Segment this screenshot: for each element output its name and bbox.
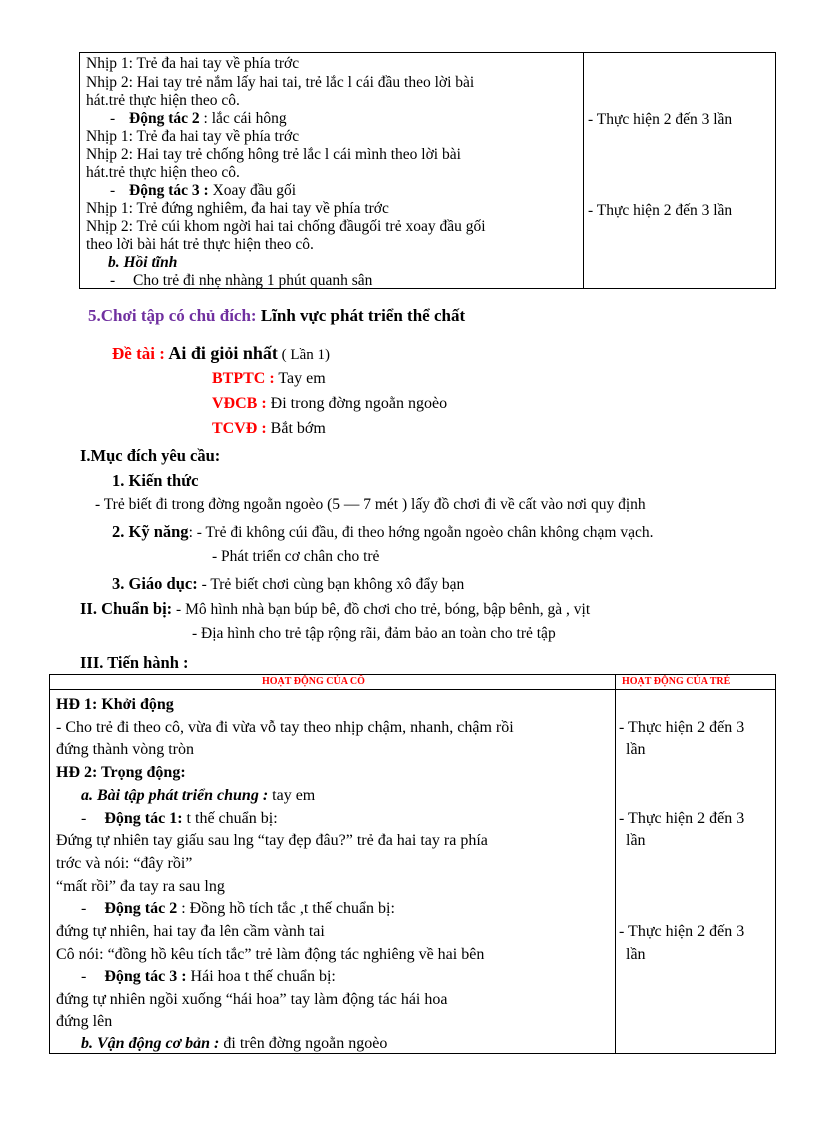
kien-thuc-heading: 1. Kiến thức xyxy=(112,471,199,490)
chuan-bi-line: II. Chuẩn bị: - Mô hình nhà bạn búp bê, đồ chơi cho trẻ, bóng, bập bênh, gà , vịt xyxy=(80,599,591,618)
table-line: hát.trẻ thực hiện theo cô. xyxy=(86,164,240,181)
repeat-note: - Thực hiện 2 đến 3 xyxy=(619,810,745,827)
table-line: Nhịp 2: Hai tay trẻ chống hông trẻ lắc l cái mình theo lời bài xyxy=(86,146,461,163)
activity-table xyxy=(49,674,776,1054)
table-line: đứng lên xyxy=(56,1013,113,1030)
tcvd-line: TCVĐ : Bắt bớm xyxy=(212,420,326,437)
vdcb-line: VĐCB : Đi trong đờng ngoằn ngoèo xyxy=(212,395,448,412)
dong-tac-2-label: Động tác 2 xyxy=(129,110,200,127)
table-line: Nhịp 1: Trẻ đa hai tay về phía trớc xyxy=(86,128,300,145)
kien-thuc-text: - Trẻ biết đi trong đờng ngoằn ngoèo (5 — 7 mét ) lấy đồ chơi đi về cất vào nơi quy định xyxy=(95,496,646,513)
table-line: Nhịp 2: Hai tay trẻ nắm lấy hai tai, trẻ lắc l cái đầu theo lời bài xyxy=(86,74,475,91)
repeat-note: - Thực hiện 2 đến 3 xyxy=(619,719,745,736)
table-line: - Cho trẻ đi theo cô, vừa đi vừa vỗ tay theo nhịp chậm, nhanh, chậm rồi xyxy=(56,719,514,736)
table-line: đứng thành vòng tròn xyxy=(56,741,194,758)
header-teacher-activity: HOẠT ĐỘNG CỦA CÔ xyxy=(262,676,365,687)
repeat-note: - Thực hiện 2 đến 3 lần xyxy=(588,111,733,128)
table-line: Cô nói: “đồng hồ kêu tích tắc” trẻ làm động tác nghiêng về hai bên xyxy=(56,946,485,963)
table-line: Nhịp 2: Trẻ cúi khom ngời hai tai chống đầugối trẻ xoay đầu gối xyxy=(86,218,486,235)
bai-tap-line: a. Bài tập phát triển chung : tay em xyxy=(81,787,316,804)
table-line: - Cho trẻ đi nhẹ nhàng 1 phút quanh sân xyxy=(110,272,373,289)
header-child-activity: HOẠT ĐỘNG CỦA TRẺ xyxy=(622,676,731,687)
topic-line: Đề tài : Ai đi giỏi nhất ( Lần 1) xyxy=(112,343,330,363)
part-1-title: I.Mục đích yêu cầu: xyxy=(80,446,221,465)
table-line: Đứng tự nhiên tay giấu sau lng “tay đẹp đâu?” trẻ đa hai tay ra phía xyxy=(56,832,488,849)
repeat-note: - Thực hiện 2 đến 3 lần xyxy=(588,202,733,219)
btptc-line: BTPTC : Tay em xyxy=(212,370,326,387)
ky-nang-line-2: - Phát triển cơ chân cho trẻ xyxy=(212,548,380,565)
repeat-note: - Thực hiện 2 đến 3 xyxy=(619,923,745,940)
table-line: - Động tác 3 : Xoay đầu gối xyxy=(110,182,297,199)
table-header-divider xyxy=(50,689,775,690)
section-5-heading: 5.Chơi tập có chủ đích: Lĩnh vực phát triển thể chất xyxy=(88,306,466,325)
dong-tac-1-line: - Động tác 1: t thế chuẩn bị: xyxy=(81,810,278,827)
hd1-heading: HĐ 1: Khởi động xyxy=(56,696,174,713)
table-line: Nhịp 1: Trẻ đứng nghiêm, đa hai tay về phía trớc xyxy=(86,200,389,217)
repeat-note-cont: lần xyxy=(626,832,646,849)
dong-tac-2-line: - Động tác 2 : Đồng hồ tích tắc ,t thế chuẩn bị: xyxy=(81,900,395,917)
table-line: đứng tự nhiên ngồi xuống “hái hoa” tay làm động tác hái hoa xyxy=(56,991,448,1008)
table-line: - Động tác 2 : lắc cái hông xyxy=(110,110,287,127)
exercise-table-top xyxy=(79,52,776,289)
table-line: Nhịp 1: Trẻ đa hai tay về phía trớc xyxy=(86,55,300,72)
part-3-title: III. Tiến hành : xyxy=(80,653,189,672)
table-column-divider xyxy=(615,675,616,1053)
chuan-bi-line-2: - Địa hình cho trẻ tập rộng rãi, đảm bảo an toàn cho trẻ tập xyxy=(192,625,556,642)
van-dong-line: b. Vận động cơ bản : đi trên đờng ngoằn ngoèo xyxy=(81,1035,388,1052)
ky-nang-line: 2. Kỹ năng: - Trẻ đi không cúi đầu, đi theo hớng ngoằn ngoèo chân không chạm vạch. xyxy=(112,522,654,541)
table-line: hát.trẻ thực hiện theo cô. xyxy=(86,92,240,109)
repeat-note-cont: lần xyxy=(626,946,646,963)
table-line: đứng tự nhiên, hai tay đa lên cầm vành tai xyxy=(56,923,325,940)
table-line: trớc và nói: “đây rồi” xyxy=(56,855,193,872)
hoi-tinh-heading: b. Hồi tĩnh xyxy=(108,254,178,271)
repeat-note-cont: lần xyxy=(626,741,646,758)
hd2-heading: HĐ 2: Trọng động: xyxy=(56,764,186,781)
table-column-divider xyxy=(583,53,584,288)
table-line: theo lời bài hát trẻ thực hiện theo cô. xyxy=(86,236,314,253)
dong-tac-3-line: - Động tác 3 : Hái hoa t thế chuẩn bị: xyxy=(81,968,336,985)
dong-tac-3-label: Động tác 3 : xyxy=(129,182,209,199)
giao-duc-line: 3. Giáo dục: - Trẻ biết chơi cùng bạn không xô đẩy bạn xyxy=(112,574,465,593)
table-line: “mất rồi” đa tay ra sau lng xyxy=(56,878,225,895)
